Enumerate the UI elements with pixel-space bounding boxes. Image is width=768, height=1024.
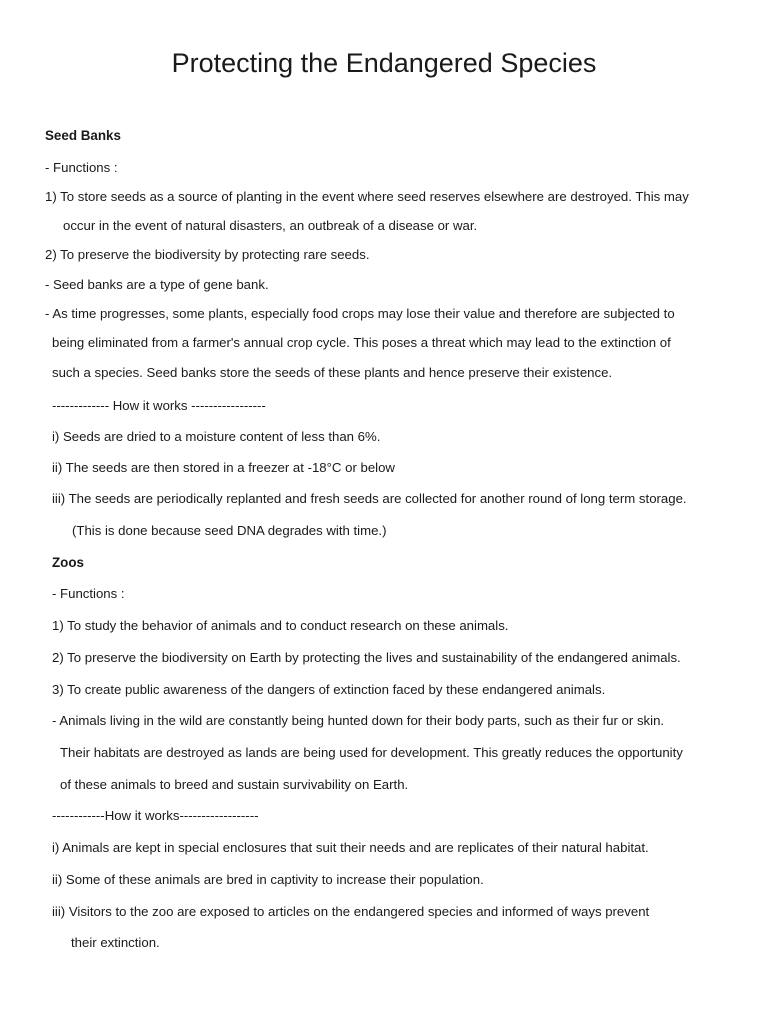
functions-label: - Functions : — [45, 160, 118, 175]
note-line: - Animals living in the wild are constantly being hunted down for their body parts, such as their fur or skin. — [52, 713, 665, 728]
note-line: - Seed banks are a type of gene bank. — [45, 277, 269, 292]
note-line-continued: of these animals to breed and sustain survivability on Earth. — [60, 777, 409, 792]
functions-label: - Functions : — [52, 586, 125, 601]
step-item: iii) Visitors to the zoo are exposed to articles on the endangered species and informed of ways prevent — [52, 904, 650, 919]
section-heading: Zoos — [52, 555, 84, 570]
step-item: i) Seeds are dried to a moisture content of less than 6%. — [52, 429, 381, 444]
function-item: 2) To preserve the biodiversity by protecting rare seeds. — [45, 247, 370, 262]
function-item: 2) To preserve the biodiversity on Earth by protecting the lives and sustainability of the endangered animals. — [52, 650, 681, 665]
note-line: - As time progresses, some plants, especially food crops may lose their value and therefore are subjected to — [45, 306, 675, 321]
step-item: ii) Some of these animals are bred in captivity to increase their population. — [52, 872, 484, 887]
function-item: 3) To create public awareness of the dangers of extinction faced by these endangered animals. — [52, 682, 606, 697]
note-line-continued: such a species. Seed banks store the seeds of these plants and hence preserve their existence. — [52, 365, 613, 380]
function-item: 1) To store seeds as a source of planting in the event where seed reserves elsewhere are destroyed. This may — [45, 189, 689, 204]
step-item: i) Animals are kept in special enclosures that suit their needs and are replicates of their natural habitat. — [52, 840, 649, 855]
document-title: Protecting the Endangered Species — [171, 48, 597, 78]
how-it-works-header: ------------How it works------------------ — [52, 808, 259, 823]
function-item: 1) To study the behavior of animals and to conduct research on these animals. — [52, 618, 509, 633]
function-item-continued: occur in the event of natural disasters, an outbreak of a disease or war. — [63, 218, 478, 233]
step-item: ii) The seeds are then stored in a freezer at -18°C or below — [52, 460, 395, 475]
section-heading: Seed Banks — [45, 128, 121, 143]
step-item: iii) The seeds are periodically replanted and fresh seeds are collected for another round of long term storage. — [52, 491, 687, 506]
note-line-continued: being eliminated from a farmer's annual crop cycle. This poses a threat which may lead to the extinction of — [52, 335, 671, 350]
step-note: (This is done because seed DNA degrades with time.) — [72, 523, 387, 538]
note-line-continued: Their habitats are destroyed as lands are being used for development. This greatly reduces the opportunity — [60, 745, 683, 760]
step-item-continued: their extinction. — [71, 935, 160, 950]
how-it-works-header: ------------- How it works ----------------- — [52, 398, 266, 413]
